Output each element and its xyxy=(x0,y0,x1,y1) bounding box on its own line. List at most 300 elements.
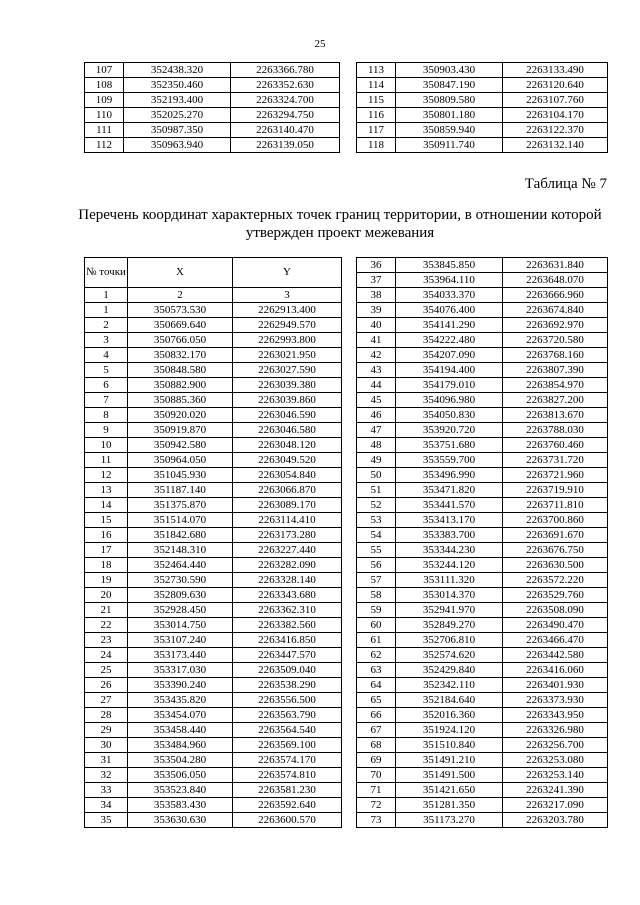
table-row xyxy=(357,453,608,468)
y-cell: 2263700.860 xyxy=(503,513,608,528)
y-cell: 2263574.170 xyxy=(233,753,342,768)
table-row xyxy=(85,648,342,663)
x-cell: 354207.090 xyxy=(396,348,503,363)
table-row xyxy=(85,558,342,573)
x-cell: 353413.170 xyxy=(396,513,503,528)
point-number-cell: 36 xyxy=(357,258,396,273)
y-cell: 2263324.700 xyxy=(231,93,340,108)
y-cell: 2263122.370 xyxy=(503,123,608,138)
y-cell: 2263039.860 xyxy=(233,393,342,408)
table-row xyxy=(85,318,342,333)
table-row xyxy=(357,258,608,273)
x-cell: 354076.400 xyxy=(396,303,503,318)
table-row xyxy=(357,618,608,633)
y-cell: 2263089.170 xyxy=(233,498,342,513)
y-cell: 2263508.090 xyxy=(503,603,608,618)
y-cell: 2263107.760 xyxy=(503,93,608,108)
y-cell: 2263133.490 xyxy=(503,63,608,78)
table-row xyxy=(85,333,342,348)
point-number-cell: 63 xyxy=(357,663,396,678)
x-cell: 353107.240 xyxy=(128,633,233,648)
x-cell: 350942.580 xyxy=(128,438,233,453)
x-cell: 353583.430 xyxy=(128,798,233,813)
table-row xyxy=(85,798,342,813)
x-cell: 352429.840 xyxy=(396,663,503,678)
x-cell: 350963.940 xyxy=(124,138,231,153)
x-cell: 350669.640 xyxy=(128,318,233,333)
y-cell: 2263326.980 xyxy=(503,723,608,738)
table-row xyxy=(357,693,608,708)
point-number-cell: 19 xyxy=(85,573,128,588)
x-cell: 351491.500 xyxy=(396,768,503,783)
y-cell: 2263569.100 xyxy=(233,738,342,753)
table-row xyxy=(357,543,608,558)
table-row xyxy=(357,333,608,348)
point-number-cell: 54 xyxy=(357,528,396,543)
y-cell: 2263241.390 xyxy=(503,783,608,798)
point-number-cell: 6 xyxy=(85,378,128,393)
point-number-cell: 47 xyxy=(357,423,396,438)
y-cell: 2263538.290 xyxy=(233,678,342,693)
table-row xyxy=(85,423,342,438)
y-cell: 2263592.640 xyxy=(233,798,342,813)
point-number-cell: 25 xyxy=(85,663,128,678)
table-row xyxy=(357,318,608,333)
point-number-cell: 20 xyxy=(85,588,128,603)
x-cell: 352193.400 xyxy=(124,93,231,108)
point-number-cell: 27 xyxy=(85,693,128,708)
x-cell: 353920.720 xyxy=(396,423,503,438)
x-cell: 353435.820 xyxy=(128,693,233,708)
table-row xyxy=(357,138,608,153)
y-cell: 2263760.460 xyxy=(503,438,608,453)
table-row xyxy=(85,108,340,123)
x-cell: 351421.650 xyxy=(396,783,503,798)
point-number-cell: 5 xyxy=(85,363,128,378)
y-cell: 2263574.810 xyxy=(233,768,342,783)
point-number-cell: 110 xyxy=(85,108,124,123)
y-cell: 2263382.560 xyxy=(233,618,342,633)
y-cell: 2263104.170 xyxy=(503,108,608,123)
point-number-cell: 115 xyxy=(357,93,396,108)
table-row xyxy=(85,738,342,753)
point-number-cell: 23 xyxy=(85,633,128,648)
y-cell: 2263692.970 xyxy=(503,318,608,333)
table-row xyxy=(85,663,342,678)
y-cell: 2263253.080 xyxy=(503,753,608,768)
table-row xyxy=(85,453,342,468)
y-cell: 2263674.840 xyxy=(503,303,608,318)
x-cell: 352849.270 xyxy=(396,618,503,633)
x-cell: 352706.810 xyxy=(396,633,503,648)
y-cell: 2263352.630 xyxy=(231,78,340,93)
x-cell: 352809.630 xyxy=(128,588,233,603)
table-row xyxy=(357,783,608,798)
point-number-cell: 73 xyxy=(357,813,396,828)
x-cell: 350847.190 xyxy=(396,78,503,93)
table-row xyxy=(85,483,342,498)
y-cell: 2263813.670 xyxy=(503,408,608,423)
table-row xyxy=(357,813,608,828)
y-cell: 2263556.500 xyxy=(233,693,342,708)
y-cell: 2263362.310 xyxy=(233,603,342,618)
point-number-cell: 67 xyxy=(357,723,396,738)
point-number-cell: 16 xyxy=(85,528,128,543)
point-number-cell: 18 xyxy=(85,558,128,573)
point-number-cell: 71 xyxy=(357,783,396,798)
table-row xyxy=(357,798,608,813)
point-number-cell: 43 xyxy=(357,363,396,378)
table-row xyxy=(85,468,342,483)
y-cell: 2263666.960 xyxy=(503,288,608,303)
point-number-cell: 117 xyxy=(357,123,396,138)
table-row xyxy=(85,378,342,393)
table-row xyxy=(357,363,608,378)
point-number-cell: 51 xyxy=(357,483,396,498)
point-number-cell: 32 xyxy=(85,768,128,783)
table-row xyxy=(357,423,608,438)
y-cell: 2263139.050 xyxy=(231,138,340,153)
x-cell: 352184.640 xyxy=(396,693,503,708)
y-cell: 2263120.640 xyxy=(503,78,608,93)
x-cell: 353630.630 xyxy=(128,813,233,828)
y-cell: 2263600.570 xyxy=(233,813,342,828)
y-cell: 2263343.680 xyxy=(233,588,342,603)
point-number-cell: 50 xyxy=(357,468,396,483)
table-row xyxy=(85,753,342,768)
x-cell: 353344.230 xyxy=(396,543,503,558)
x-cell: 350964.050 xyxy=(128,453,233,468)
x-cell: 350859.940 xyxy=(396,123,503,138)
table-row xyxy=(357,663,608,678)
y-cell: 2262993.800 xyxy=(233,333,342,348)
x-cell: 353845.850 xyxy=(396,258,503,273)
header-y: Y xyxy=(233,258,342,288)
table-row xyxy=(357,573,608,588)
y-cell: 2263807.390 xyxy=(503,363,608,378)
table-row xyxy=(85,363,342,378)
y-cell: 2263256.700 xyxy=(503,738,608,753)
top-table-left xyxy=(84,62,340,153)
y-cell: 2263676.750 xyxy=(503,543,608,558)
table-row xyxy=(357,483,608,498)
y-cell: 2263054.840 xyxy=(233,468,342,483)
table-row xyxy=(85,513,342,528)
y-cell: 2263564.540 xyxy=(233,723,342,738)
point-number-cell: 42 xyxy=(357,348,396,363)
y-cell: 2263021.950 xyxy=(233,348,342,363)
y-cell: 2263416.060 xyxy=(503,663,608,678)
point-number-cell: 34 xyxy=(85,798,128,813)
x-cell: 353458.440 xyxy=(128,723,233,738)
point-number-cell: 65 xyxy=(357,693,396,708)
table-row xyxy=(85,813,342,828)
table-row xyxy=(357,288,608,303)
table-row xyxy=(85,78,340,93)
header-col-index: 2 xyxy=(128,288,233,303)
point-number-cell: 111 xyxy=(85,123,124,138)
point-number-cell: 58 xyxy=(357,588,396,603)
page-number: 25 xyxy=(314,38,326,50)
point-number-cell: 113 xyxy=(357,63,396,78)
point-number-cell: 37 xyxy=(357,273,396,288)
point-number-cell: 62 xyxy=(357,648,396,663)
point-number-cell: 64 xyxy=(357,678,396,693)
y-cell: 2263854.970 xyxy=(503,378,608,393)
y-cell: 2263066.870 xyxy=(233,483,342,498)
x-cell: 350920.020 xyxy=(128,408,233,423)
x-cell: 351281.350 xyxy=(396,798,503,813)
table-row xyxy=(357,63,608,78)
table-row xyxy=(357,588,608,603)
point-number-cell: 57 xyxy=(357,573,396,588)
header-col-index: 3 xyxy=(233,288,342,303)
point-number-cell: 40 xyxy=(357,318,396,333)
y-cell: 2263227.440 xyxy=(233,543,342,558)
table-row xyxy=(357,393,608,408)
x-cell: 353471.820 xyxy=(396,483,503,498)
x-cell: 350882.900 xyxy=(128,378,233,393)
y-cell: 2263046.590 xyxy=(233,408,342,423)
point-number-cell: 66 xyxy=(357,708,396,723)
point-number-cell: 109 xyxy=(85,93,124,108)
table-row xyxy=(85,768,342,783)
x-cell: 351491.210 xyxy=(396,753,503,768)
table-row xyxy=(357,438,608,453)
y-cell: 2263827.200 xyxy=(503,393,608,408)
y-cell: 2263140.470 xyxy=(231,123,340,138)
point-number-cell: 11 xyxy=(85,453,128,468)
y-cell: 2263416.850 xyxy=(233,633,342,648)
y-cell: 2263114.410 xyxy=(233,513,342,528)
point-number-cell: 53 xyxy=(357,513,396,528)
table-caption: Перечень координат характерных точек границ территории, в отношении которой утвержден проект межевания xyxy=(78,207,602,241)
table-row xyxy=(357,603,608,618)
x-cell: 353390.240 xyxy=(128,678,233,693)
y-cell: 2263049.520 xyxy=(233,453,342,468)
x-cell: 350766.050 xyxy=(128,333,233,348)
point-number-cell: 15 xyxy=(85,513,128,528)
x-cell: 350832.170 xyxy=(128,348,233,363)
x-cell: 353111.320 xyxy=(396,573,503,588)
table-row xyxy=(85,138,340,153)
y-cell: 2263027.590 xyxy=(233,363,342,378)
point-number-cell: 8 xyxy=(85,408,128,423)
x-cell: 350919.870 xyxy=(128,423,233,438)
table-row xyxy=(85,573,342,588)
y-cell: 2263768.160 xyxy=(503,348,608,363)
point-number-cell: 35 xyxy=(85,813,128,828)
table-row xyxy=(85,708,342,723)
table-row xyxy=(85,63,340,78)
y-cell: 2263490.470 xyxy=(503,618,608,633)
y-cell: 2263572.220 xyxy=(503,573,608,588)
table-row xyxy=(357,348,608,363)
table-row xyxy=(357,273,608,288)
y-cell: 2263720.580 xyxy=(503,333,608,348)
x-cell: 354194.400 xyxy=(396,363,503,378)
table-row xyxy=(85,393,342,408)
table-row xyxy=(357,678,608,693)
point-number-cell: 24 xyxy=(85,648,128,663)
x-cell: 352941.970 xyxy=(396,603,503,618)
x-cell: 351045.930 xyxy=(128,468,233,483)
x-cell: 351375.870 xyxy=(128,498,233,513)
x-cell: 353523.840 xyxy=(128,783,233,798)
point-number-cell: 46 xyxy=(357,408,396,423)
table-row xyxy=(85,348,342,363)
x-cell: 353964.110 xyxy=(396,273,503,288)
point-number-cell: 44 xyxy=(357,378,396,393)
table-row xyxy=(357,108,608,123)
table-number: Таблица № 7 xyxy=(524,176,607,192)
x-cell: 351924.120 xyxy=(396,723,503,738)
point-number-cell: 55 xyxy=(357,543,396,558)
table-row xyxy=(85,588,342,603)
y-cell: 2263132.140 xyxy=(503,138,608,153)
x-cell: 353484.960 xyxy=(128,738,233,753)
y-cell: 2263466.470 xyxy=(503,633,608,648)
x-cell: 353383.700 xyxy=(396,528,503,543)
x-cell: 353559.700 xyxy=(396,453,503,468)
point-number-cell: 107 xyxy=(85,63,124,78)
x-cell: 350809.580 xyxy=(396,93,503,108)
x-cell: 351514.070 xyxy=(128,513,233,528)
table-row xyxy=(357,528,608,543)
point-number-cell: 1 xyxy=(85,303,128,318)
table-row xyxy=(85,408,342,423)
y-cell: 2263282.090 xyxy=(233,558,342,573)
x-cell: 352025.270 xyxy=(124,108,231,123)
x-cell: 354179.010 xyxy=(396,378,503,393)
y-cell: 2263039.380 xyxy=(233,378,342,393)
table-row xyxy=(357,408,608,423)
header-col-index: 1 xyxy=(85,288,128,303)
x-cell: 351842.680 xyxy=(128,528,233,543)
x-cell: 353454.070 xyxy=(128,708,233,723)
point-number-cell: 116 xyxy=(357,108,396,123)
y-cell: 2262913.400 xyxy=(233,303,342,318)
y-cell: 2263447.570 xyxy=(233,648,342,663)
table-row xyxy=(357,93,608,108)
y-cell: 2263721.960 xyxy=(503,468,608,483)
x-cell: 351173.270 xyxy=(396,813,503,828)
point-number-cell: 72 xyxy=(357,798,396,813)
point-number-cell: 61 xyxy=(357,633,396,648)
x-cell: 350573.530 xyxy=(128,303,233,318)
y-cell: 2263203.780 xyxy=(503,813,608,828)
point-number-cell: 21 xyxy=(85,603,128,618)
table-row xyxy=(85,693,342,708)
x-cell: 352350.460 xyxy=(124,78,231,93)
y-cell: 2263563.790 xyxy=(233,708,342,723)
table-row xyxy=(357,303,608,318)
x-cell: 352148.310 xyxy=(128,543,233,558)
y-cell: 2263581.230 xyxy=(233,783,342,798)
x-cell: 353506.050 xyxy=(128,768,233,783)
point-number-cell: 9 xyxy=(85,423,128,438)
x-cell: 350848.580 xyxy=(128,363,233,378)
x-cell: 354096.980 xyxy=(396,393,503,408)
table-row xyxy=(357,78,608,93)
point-number-cell: 56 xyxy=(357,558,396,573)
y-cell: 2263343.950 xyxy=(503,708,608,723)
point-number-cell: 30 xyxy=(85,738,128,753)
point-number-cell: 52 xyxy=(357,498,396,513)
x-cell: 353751.680 xyxy=(396,438,503,453)
y-cell: 2263173.280 xyxy=(233,528,342,543)
point-number-cell: 26 xyxy=(85,678,128,693)
table-row xyxy=(357,753,608,768)
x-cell: 354050.830 xyxy=(396,408,503,423)
point-number-cell: 22 xyxy=(85,618,128,633)
y-cell: 2263630.500 xyxy=(503,558,608,573)
point-number-cell: 108 xyxy=(85,78,124,93)
y-cell: 2263788.030 xyxy=(503,423,608,438)
point-number-cell: 7 xyxy=(85,393,128,408)
point-number-cell: 38 xyxy=(357,288,396,303)
x-cell: 353441.570 xyxy=(396,498,503,513)
y-cell: 2263719.910 xyxy=(503,483,608,498)
point-number-cell: 60 xyxy=(357,618,396,633)
x-cell: 352574.620 xyxy=(396,648,503,663)
x-cell: 353504.280 xyxy=(128,753,233,768)
x-cell: 354033.370 xyxy=(396,288,503,303)
point-number-cell: 31 xyxy=(85,753,128,768)
y-cell: 2263631.840 xyxy=(503,258,608,273)
point-number-cell: 2 xyxy=(85,318,128,333)
x-cell: 352016.360 xyxy=(396,708,503,723)
header-point-number: № точки xyxy=(85,258,128,288)
x-cell: 352730.590 xyxy=(128,573,233,588)
point-number-cell: 29 xyxy=(85,723,128,738)
table-row xyxy=(357,123,608,138)
table-row xyxy=(357,468,608,483)
point-number-cell: 59 xyxy=(357,603,396,618)
y-cell: 2263217.090 xyxy=(503,798,608,813)
x-cell: 352928.450 xyxy=(128,603,233,618)
table-row xyxy=(85,543,342,558)
y-cell: 2263731.720 xyxy=(503,453,608,468)
y-cell: 2263711.810 xyxy=(503,498,608,513)
table-row xyxy=(85,303,342,318)
x-cell: 351510.840 xyxy=(396,738,503,753)
point-number-cell: 33 xyxy=(85,783,128,798)
point-number-cell: 118 xyxy=(357,138,396,153)
x-cell: 350903.430 xyxy=(396,63,503,78)
x-cell: 353014.750 xyxy=(128,618,233,633)
point-number-cell: 4 xyxy=(85,348,128,363)
y-cell: 2263253.140 xyxy=(503,768,608,783)
x-cell: 352464.440 xyxy=(128,558,233,573)
x-cell: 351187.140 xyxy=(128,483,233,498)
y-cell: 2263648.070 xyxy=(503,273,608,288)
table-row xyxy=(357,498,608,513)
point-number-cell: 28 xyxy=(85,708,128,723)
point-number-cell: 14 xyxy=(85,498,128,513)
y-cell: 2263373.930 xyxy=(503,693,608,708)
point-number-cell: 70 xyxy=(357,768,396,783)
y-cell: 2263046.580 xyxy=(233,423,342,438)
y-cell: 2263294.750 xyxy=(231,108,340,123)
table-row xyxy=(85,783,342,798)
y-cell: 2262949.570 xyxy=(233,318,342,333)
x-cell: 350987.350 xyxy=(124,123,231,138)
point-number-cell: 10 xyxy=(85,438,128,453)
y-cell: 2263366.780 xyxy=(231,63,340,78)
point-number-cell: 17 xyxy=(85,543,128,558)
y-cell: 2263442.580 xyxy=(503,648,608,663)
